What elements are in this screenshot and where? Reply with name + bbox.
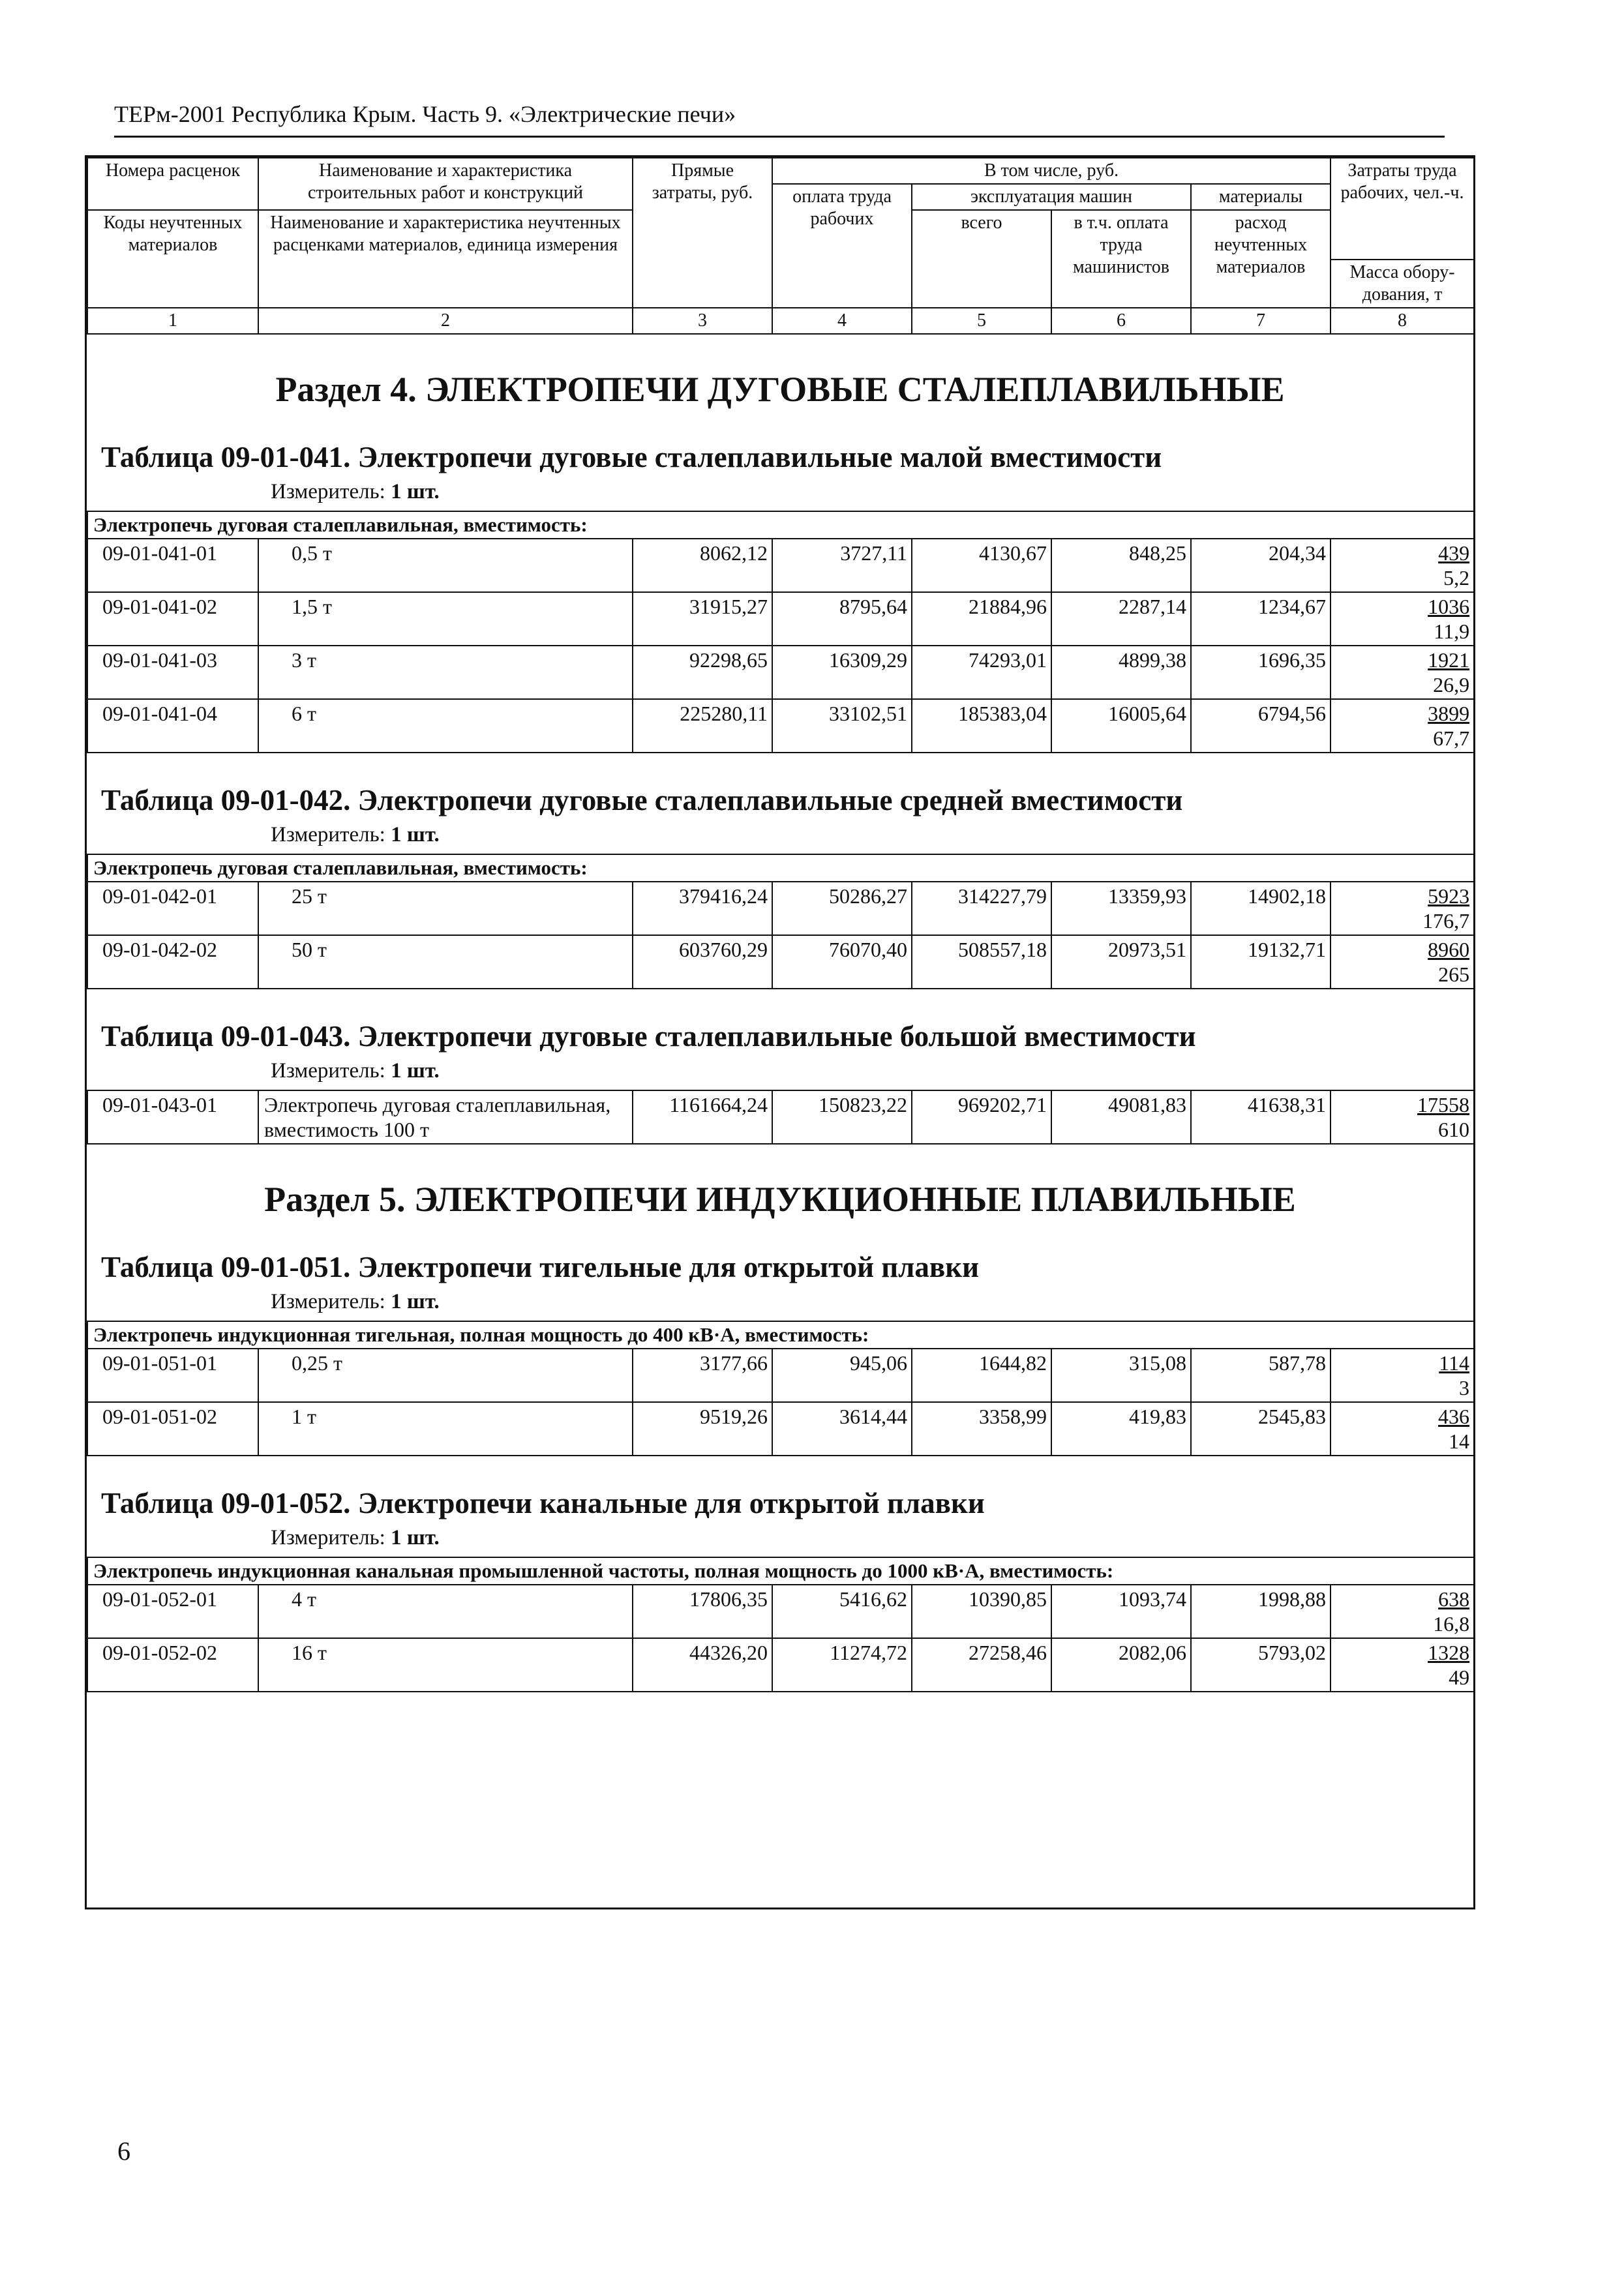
page-number: 6	[117, 2136, 130, 2166]
value-c4: 33102,51	[772, 699, 912, 753]
labor-costs-value: 638	[1438, 1587, 1470, 1611]
estimate-table-block	[87, 439, 1473, 753]
labor-mass-cell	[1331, 1638, 1474, 1692]
head-including: В том числе, руб.	[772, 158, 1331, 184]
rate-code: 09-01-052-01	[87, 1585, 258, 1638]
value-c5: 27258,46	[912, 1638, 1051, 1692]
equipment-mass-value: 11,9	[1434, 620, 1470, 643]
measure-label: Измеритель:	[271, 823, 385, 846]
estimate-table-block	[87, 1485, 1473, 1692]
labor-mass-cell	[1331, 1585, 1474, 1638]
rate-row	[87, 1090, 1474, 1144]
rate-code: 09-01-042-01	[87, 882, 258, 935]
value-c6: 4899,38	[1051, 646, 1191, 699]
value-c6: 49081,83	[1051, 1090, 1191, 1144]
value-c7: 2545,83	[1191, 1402, 1331, 1456]
equipment-mass-value: 16,8	[1433, 1612, 1470, 1636]
rate-code: 09-01-041-01	[87, 539, 258, 592]
measure-label: Измеритель:	[271, 1059, 385, 1083]
value-c3: 8062,12	[633, 539, 772, 592]
value-c3: 17806,35	[633, 1585, 772, 1638]
measure-label: Измеритель:	[271, 480, 385, 503]
rate-code: 09-01-041-03	[87, 646, 258, 699]
value-c5: 969202,71	[912, 1090, 1051, 1144]
column-number: 8	[1331, 308, 1474, 334]
column-number: 1	[87, 308, 258, 334]
head-machines-total: всего	[912, 210, 1051, 308]
equipment-mass-value: 26,9	[1433, 673, 1470, 696]
labor-costs-value: 17558	[1417, 1093, 1469, 1116]
column-number: 3	[633, 308, 772, 334]
labor-mass-cell	[1331, 882, 1474, 935]
labor-mass-cell	[1331, 935, 1474, 989]
rate-code: 09-01-051-02	[87, 1402, 258, 1456]
rates-table	[87, 511, 1475, 753]
rate-name: 3 т	[258, 646, 633, 699]
rate-name: 4 т	[258, 1585, 633, 1638]
value-c7: 19132,71	[1191, 935, 1331, 989]
labor-mass-cell	[1331, 1402, 1474, 1456]
rate-row	[87, 935, 1474, 989]
value-c4: 16309,29	[772, 646, 912, 699]
column-number: 6	[1051, 308, 1191, 334]
value-c5: 10390,85	[912, 1585, 1051, 1638]
table-title: Таблица 09-01-052. Электропечи канальные для открытой плавки	[101, 1487, 985, 1519]
value-c7: 41638,31	[1191, 1090, 1331, 1144]
value-c5: 3358,99	[912, 1402, 1051, 1456]
head-material-name: Наименование и характеристика неучтенных расценками материалов, единица измерения	[258, 210, 633, 308]
group-label: Электропечь индукционная канальная промышленной частоты, полная мощность до 1000 кВ·А, вместимость:	[87, 1557, 1474, 1585]
group-row	[87, 511, 1474, 539]
labor-mass-cell	[1331, 592, 1474, 646]
group-label: Электропечь дуговая сталеплавильная, вместимость:	[87, 511, 1474, 539]
rate-row	[87, 882, 1474, 935]
group-row	[87, 854, 1474, 882]
value-c4: 5416,62	[772, 1585, 912, 1638]
value-c7: 1998,88	[1191, 1585, 1331, 1638]
value-c3: 9519,26	[633, 1402, 772, 1456]
labor-costs-value: 114	[1439, 1351, 1470, 1375]
rate-code: 09-01-041-02	[87, 592, 258, 646]
value-c4: 3727,11	[772, 539, 912, 592]
table-title: Таблица 09-01-051. Электропечи тигельные для открытой плавки	[101, 1251, 980, 1283]
rate-row	[87, 592, 1474, 646]
value-c6: 2082,06	[1051, 1638, 1191, 1692]
measure-value: 1 шт.	[391, 1526, 440, 1549]
value-c7: 6794,56	[1191, 699, 1331, 753]
rate-row	[87, 1638, 1474, 1692]
rate-name: 0,25 т	[258, 1349, 633, 1402]
group-row	[87, 1557, 1474, 1585]
value-c4: 3614,44	[772, 1402, 912, 1456]
measure-unit	[271, 1524, 1473, 1551]
labor-costs-value: 1921	[1428, 648, 1470, 672]
measure-label: Измеритель:	[271, 1290, 385, 1313]
value-c7: 587,78	[1191, 1349, 1331, 1402]
rate-name: Электропечь дуговая сталеплавильная, вместимость 100 т	[258, 1090, 633, 1144]
equipment-mass-value: 49	[1449, 1666, 1470, 1689]
equipment-mass-value: 265	[1438, 963, 1470, 986]
equipment-mass-value: 3	[1459, 1376, 1470, 1399]
labor-mass-cell	[1331, 1349, 1474, 1402]
measure-unit	[271, 478, 1473, 505]
value-c5: 1644,82	[912, 1349, 1051, 1402]
value-c3: 3177,66	[633, 1349, 772, 1402]
rates-table	[87, 1321, 1475, 1456]
labor-mass-cell	[1331, 1090, 1474, 1144]
rate-code: 09-01-051-01	[87, 1349, 258, 1402]
labor-costs-value: 3899	[1428, 702, 1470, 725]
section-title: Раздел 4. ЭЛЕКТРОПЕЧИ ДУГОВЫЕ СТАЛЕПЛАВИЛЬНЫЕ	[275, 370, 1285, 409]
value-c4: 76070,40	[772, 935, 912, 989]
labor-costs-value: 5923	[1428, 884, 1470, 908]
head-worker-pay: оплата труда рабочих	[772, 184, 912, 308]
rate-name: 1,5 т	[258, 592, 633, 646]
group-row	[87, 1321, 1474, 1349]
head-operator-pay: в т.ч. оплата труда машинистов	[1051, 210, 1191, 308]
measure-value: 1 шт.	[391, 1290, 440, 1313]
rate-name: 50 т	[258, 935, 633, 989]
rate-name: 1 т	[258, 1402, 633, 1456]
value-c3: 31915,27	[633, 592, 772, 646]
value-c6: 20973,51	[1051, 935, 1191, 989]
head-direct-costs: Прямые затраты, руб.	[633, 158, 772, 308]
value-c6: 13359,93	[1051, 882, 1191, 935]
section-title: Раздел 5. ЭЛЕКТРОПЕЧИ ИНДУКЦИОННЫЕ ПЛАВИЛЬНЫЕ	[264, 1180, 1296, 1219]
value-c3: 1161664,24	[633, 1090, 772, 1144]
measure-value: 1 шт.	[391, 480, 440, 503]
rate-name: 25 т	[258, 882, 633, 935]
rates-table	[87, 854, 1475, 989]
head-material-codes: Коды неучтенных материалов	[87, 210, 258, 308]
estimate-table-block	[87, 1249, 1473, 1456]
rate-row	[87, 1349, 1474, 1402]
sheet-content	[87, 368, 1473, 1692]
value-c6: 1093,74	[1051, 1585, 1191, 1638]
value-c5: 185383,04	[912, 699, 1051, 753]
column-header-table	[87, 157, 1475, 335]
value-c3: 603760,29	[633, 935, 772, 989]
value-c5: 508557,18	[912, 935, 1051, 989]
estimate-table-block	[87, 782, 1473, 989]
rate-name: 0,5 т	[258, 539, 633, 592]
value-c3: 379416,24	[633, 882, 772, 935]
measure-value: 1 шт.	[391, 823, 440, 846]
labor-costs-value: 8960	[1428, 938, 1470, 961]
running-header: ТЕРм-2001 Республика Крым. Часть 9. «Электрические печи»	[114, 98, 1445, 138]
rate-name: 6 т	[258, 699, 633, 753]
labor-mass-cell	[1331, 699, 1474, 753]
value-c7: 5793,02	[1191, 1638, 1331, 1692]
labor-costs-value: 436	[1438, 1405, 1470, 1428]
equipment-mass-value: 610	[1438, 1118, 1469, 1141]
equipment-mass-value: 67,7	[1433, 726, 1470, 750]
rate-code: 09-01-043-01	[87, 1090, 258, 1144]
head-work-name: Наименование и характеристика строительных работ и конструкций	[258, 158, 633, 210]
labor-mass-cell	[1331, 539, 1474, 592]
value-c7: 204,34	[1191, 539, 1331, 592]
rate-row	[87, 646, 1474, 699]
value-c6: 2287,14	[1051, 592, 1191, 646]
measure-value: 1 шт.	[391, 1059, 440, 1083]
table-title: Таблица 09-01-041. Электропечи дуговые сталеплавильные малой вместимости	[101, 441, 1162, 473]
rate-row	[87, 1585, 1474, 1638]
equipment-mass-value: 14	[1449, 1429, 1470, 1453]
column-number: 5	[912, 308, 1051, 334]
value-c6: 419,83	[1051, 1402, 1191, 1456]
estimate-table-block	[87, 1018, 1473, 1144]
measure-unit	[271, 821, 1473, 848]
table-title: Таблица 09-01-043. Электропечи дуговые сталеплавильные большой вместимости	[101, 1020, 1196, 1053]
value-c4: 150823,22	[772, 1090, 912, 1144]
value-c5: 4130,67	[912, 539, 1051, 592]
labor-costs-value: 1036	[1428, 595, 1470, 618]
value-c5: 21884,96	[912, 592, 1051, 646]
value-c4: 50286,27	[772, 882, 912, 935]
value-c7: 14902,18	[1191, 882, 1331, 935]
value-c6: 848,25	[1051, 539, 1191, 592]
value-c6: 315,08	[1051, 1349, 1191, 1402]
rates-table	[87, 1557, 1475, 1692]
head-materials: материалы	[1191, 184, 1331, 210]
value-c3: 44326,20	[633, 1638, 772, 1692]
head-rate-numbers: Номера расценок	[87, 158, 258, 210]
rate-row	[87, 1402, 1474, 1456]
group-label: Электропечь индукционная тигельная, полная мощность до 400 кВ·А, вместимость:	[87, 1321, 1474, 1349]
column-number: 2	[258, 308, 633, 334]
rate-code: 09-01-042-02	[87, 935, 258, 989]
rate-row	[87, 539, 1474, 592]
rate-name: 16 т	[258, 1638, 633, 1692]
head-machines: эксплуатация машин	[912, 184, 1191, 210]
rates-table	[87, 1090, 1475, 1144]
value-c4: 8795,64	[772, 592, 912, 646]
column-number: 4	[772, 308, 912, 334]
labor-costs-value: 439	[1438, 541, 1470, 565]
head-equipment-mass: Масса обору-дования, т	[1331, 260, 1474, 308]
head-labor-costs: Затраты труда рабочих, чел.-ч.	[1331, 158, 1474, 260]
rate-code: 09-01-052-02	[87, 1638, 258, 1692]
equipment-mass-value: 5,2	[1443, 566, 1470, 590]
equipment-mass-value: 176,7	[1422, 909, 1470, 933]
value-c5: 314227,79	[912, 882, 1051, 935]
rate-row	[87, 699, 1474, 753]
estimate-sheet	[85, 155, 1475, 1909]
value-c4: 11274,72	[772, 1638, 912, 1692]
value-c3: 225280,11	[633, 699, 772, 753]
value-c5: 74293,01	[912, 646, 1051, 699]
value-c4: 945,06	[772, 1349, 912, 1402]
measure-unit	[271, 1288, 1473, 1315]
value-c7: 1234,67	[1191, 592, 1331, 646]
measure-unit	[271, 1057, 1473, 1085]
rate-code: 09-01-041-04	[87, 699, 258, 753]
labor-mass-cell	[1331, 646, 1474, 699]
measure-label: Измеритель:	[271, 1526, 385, 1549]
value-c7: 1696,35	[1191, 646, 1331, 699]
group-label: Электропечь дуговая сталеплавильная, вместимость:	[87, 854, 1474, 882]
value-c3: 92298,65	[633, 646, 772, 699]
head-material-usage: расход неучтенных материалов	[1191, 210, 1331, 308]
table-title: Таблица 09-01-042. Электропечи дуговые сталеплавильные средней вместимости	[101, 784, 1183, 816]
labor-costs-value: 1328	[1428, 1641, 1470, 1664]
value-c6: 16005,64	[1051, 699, 1191, 753]
column-number: 7	[1191, 308, 1331, 334]
